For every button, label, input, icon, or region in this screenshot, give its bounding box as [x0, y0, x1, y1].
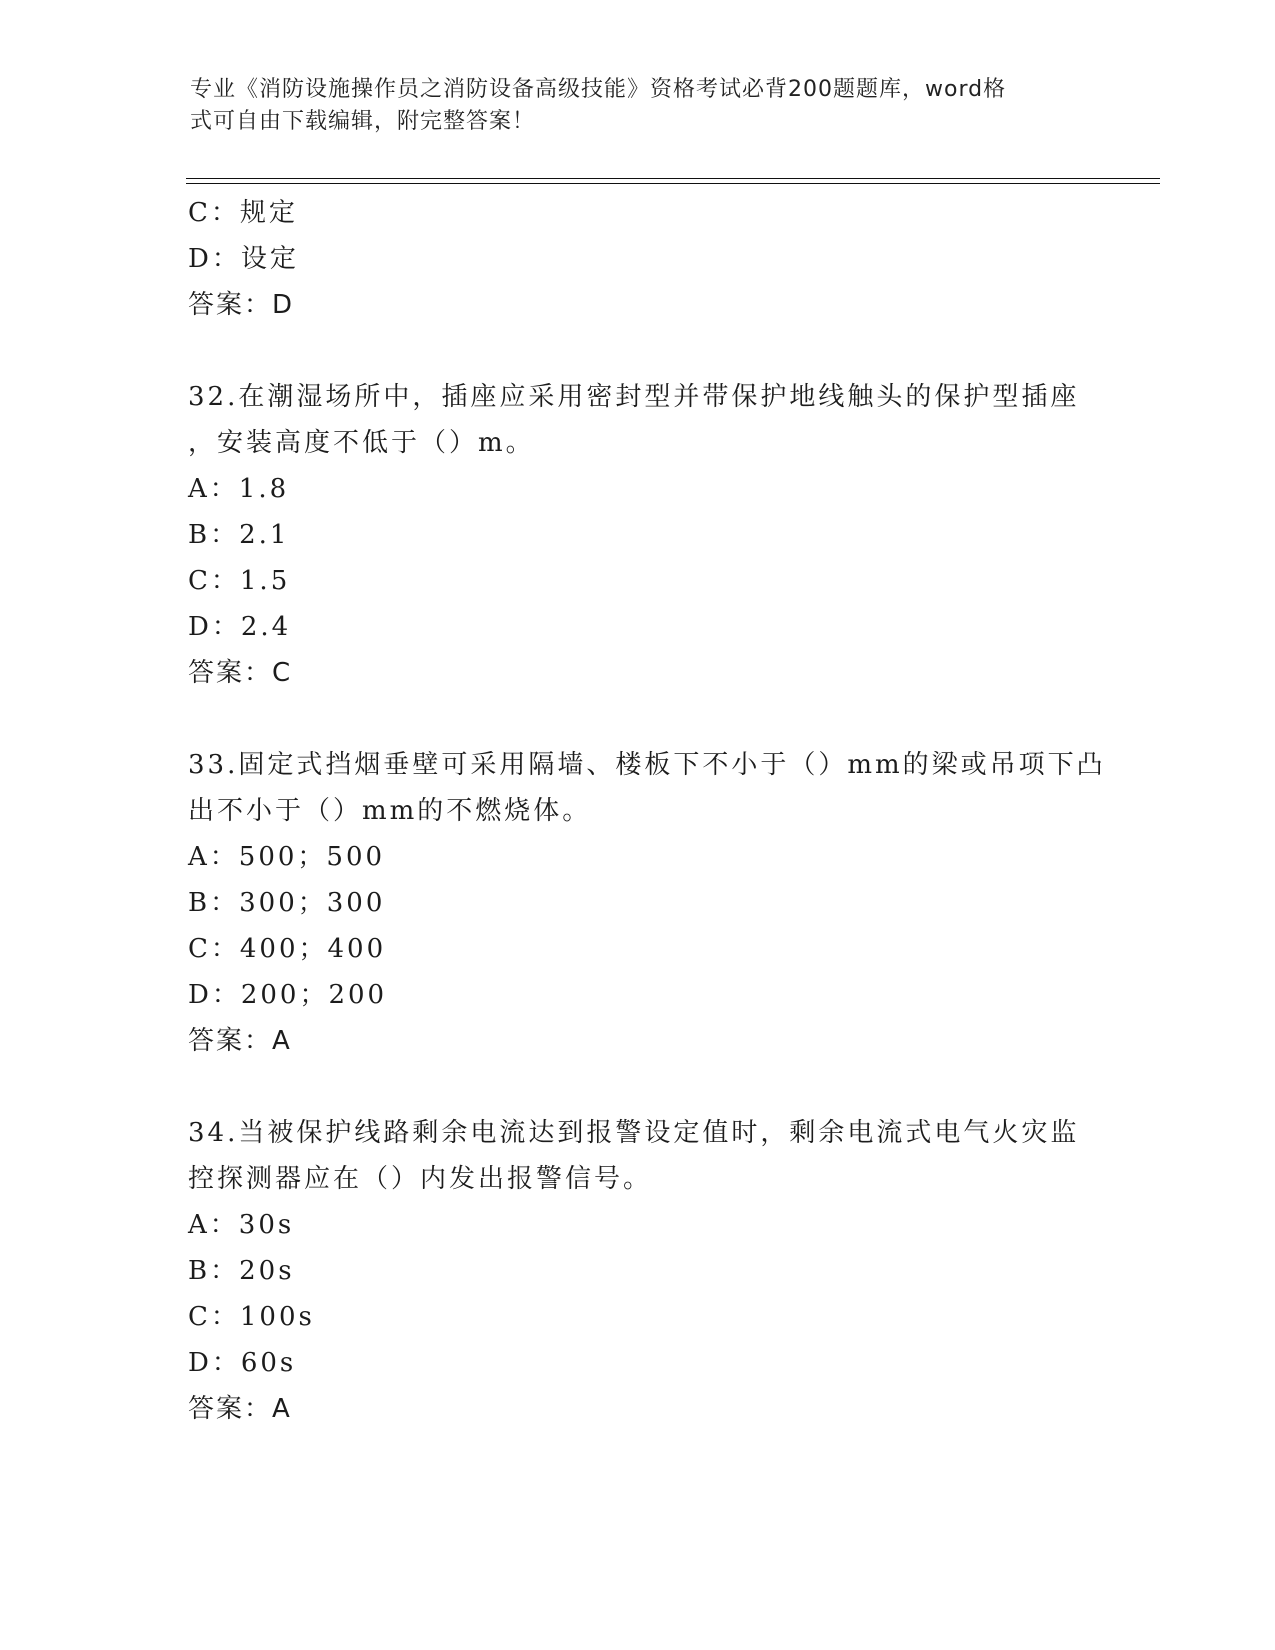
- header-divider-bottom: [186, 183, 1160, 184]
- question-block-32: [188, 374, 1088, 696]
- answer: 答案：A: [188, 1394, 292, 1424]
- prev-option-c: C：规定: [188, 198, 298, 228]
- prev-answer: 答案：D: [188, 290, 295, 320]
- answer: 答案：A: [188, 1026, 292, 1056]
- question-text: 33.固定式挡烟垂壁可采用隔墙、楼板下不小于（）mm的梁或吊项下凸: [188, 750, 1106, 780]
- question-block-34: [188, 1110, 1088, 1432]
- option-d: D：2.4: [188, 612, 292, 642]
- option-b: B：300；300: [188, 888, 386, 918]
- option-a: A：500；500: [188, 842, 386, 872]
- question-text: 34.当被保护线路剩余电流达到报警设定值时，剩余电流式电气火灾监: [188, 1118, 1080, 1148]
- option-a: A：1.8: [188, 474, 290, 504]
- option-a: A：30s: [188, 1210, 295, 1240]
- header-divider-top: [186, 178, 1160, 179]
- option-d: D：60s: [188, 1348, 297, 1378]
- question-text-cont: ，安装高度不低于（）m。: [188, 428, 535, 458]
- question-text-cont: 控探测器应在（）内发出报警信号。: [188, 1164, 653, 1194]
- question-block-33: [188, 742, 1106, 1064]
- option-c: C：400；400: [188, 934, 387, 964]
- question-text: 32.在潮湿场所中，插座应采用密封型并带保护地线触头的保护型插座: [188, 382, 1080, 412]
- header-line-2: 式可自由下载编辑，附完整答案！: [190, 109, 536, 134]
- option-c: C：100s: [188, 1302, 315, 1332]
- option-c: C：1.5: [188, 566, 291, 596]
- option-b: B：2.1: [188, 520, 290, 550]
- option-b: B：20s: [188, 1256, 295, 1286]
- answer: 答案：C: [188, 658, 293, 688]
- question-content: [188, 190, 1106, 1432]
- option-d: D：200；200: [188, 980, 388, 1010]
- prev-option-d: D：设定: [188, 244, 299, 274]
- header-line-1: 专业《消防设施操作员之消防设备高级技能》资格考试必背200题题库，word格: [190, 77, 1007, 102]
- question-text-cont: 出不小于（）mm的不燃烧体。: [188, 796, 592, 826]
- page-header: [190, 74, 1090, 138]
